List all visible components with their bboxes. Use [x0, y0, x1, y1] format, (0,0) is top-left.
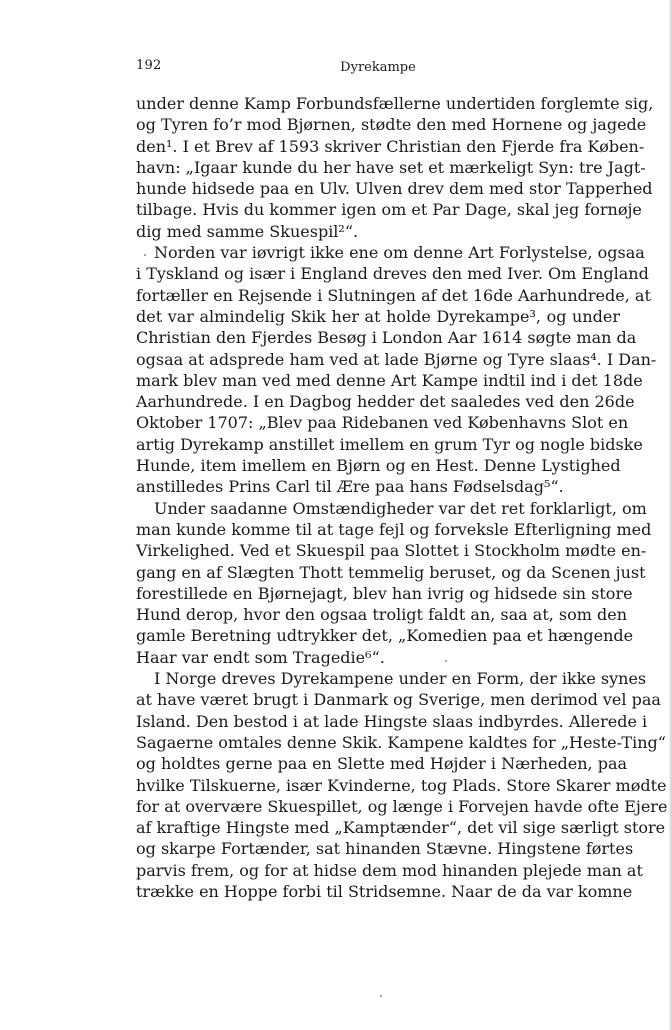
text-line: anstilledes Prins Carl til Ære paa hans Fødselsdag⁵“.	[136, 477, 564, 497]
text-line: Haar var endt som Tragedie⁶“.	[136, 647, 385, 667]
text-line: og holdtes gerne paa en Slette med Højder i Nærheden, paa	[136, 754, 628, 774]
text-line: under denne Kamp Forbundsfællerne undertiden forglemte sig,	[136, 94, 654, 113]
page-number: 192	[136, 58, 162, 73]
text-line: tilbage. Hvis du kommer igen om et Par Dage, skal jeg fornøje	[136, 200, 642, 220]
scan-speck	[144, 254, 146, 256]
text-line: Virkelighed. Ved et Skuespil paa Slottet i Stockholm mødte en-	[136, 541, 647, 561]
page-header	[136, 58, 620, 82]
text-line: mark blev man ved med denne Art Kampe indtil ind i det 18de	[136, 370, 643, 390]
text-line: Island. Den bestod i at lade Hingste slaas indbyrdes. Allerede i	[136, 711, 648, 731]
text-line: ogsaa at adsprede ham ved at lade Bjørne og Tyre slaas⁴. I Dan-	[136, 349, 657, 369]
text-line: af kraftige Hingste med „Kamptænder“, det vil sige særligt store	[136, 818, 666, 838]
scan-speck	[445, 660, 447, 662]
scan-speck	[380, 995, 382, 997]
text-line: Hunde, item imellem en Bjørn og en Hest. Denne Lystighed	[136, 456, 621, 476]
text-line: Hund derop, hvor den ogsaa troligt faldt an, saa at, som den	[136, 605, 628, 625]
text-line: fortæller en Rejsende i Slutningen af det 16de Aarhundrede, at	[136, 285, 651, 305]
text-line: Aarhundrede. I en Dagbog hedder det saaledes ved den 26de	[136, 392, 635, 412]
text-line: for at overvære Skuespillet, og længe i Forvejen havde ofte Ejere	[136, 796, 668, 816]
text-line: parvis frem, og for at hidse dem mod hinanden plejede man at	[136, 860, 643, 880]
text-line: Christian den Fjerdes Besøg i London Aar 1614 søgte man da	[136, 328, 637, 348]
text-line: havn: „Igaar kunde du her have set et mærkeligt Syn: tre Jagt-	[136, 157, 646, 177]
text-line: og skarpe Fortænder, sat hinanden Stævne. Hingstene førtes	[136, 839, 634, 859]
text-line: trække en Hoppe forbi til Stridsemne. Naar de da var komne	[136, 881, 633, 901]
text-line: dig med samme Skuespil²“.	[136, 221, 359, 241]
running-title: Dyrekampe	[340, 60, 416, 75]
text-line: den¹. I et Brev af 1593 skriver Christian den Fjerde fra Køben-	[136, 136, 645, 156]
text-line: og Tyren fo’r mod Bjørnen, stødte den med Hornene og jagede	[136, 115, 647, 135]
text-line: Oktober 1707: „Blev paa Ridebanen ved Københavns Slot en	[136, 413, 629, 433]
text-line: gamle Beretning udtrykker det, „Komedien paa et hængende	[136, 626, 634, 646]
text-line: hvilke Tilskuerne, især Kvinderne, tog Plads. Store Skarer mødte	[136, 775, 667, 795]
text-line: gang en af Slægten Thott temmelig beruset, og da Scenen just	[136, 562, 646, 582]
text-line: Under saadanne Omstændigheder var det ret forklarligt, om	[154, 498, 647, 518]
text-line: man kunde komme til at tage fejl og forveksle Efterligning med	[136, 519, 652, 539]
text-line: at have været brugt i Danmark og Sverige, men derimod vel paa	[136, 690, 661, 710]
text-line: hunde hidsede paa en Ulv. Ulven drev dem med stor Tapperhed	[136, 179, 653, 199]
text-line: Norden var iøvrigt ikke ene om denne Art Forlystelse, ogsaa	[154, 243, 645, 263]
body-text	[136, 93, 668, 902]
text-line: artig Dyrekamp anstillet imellem en grum Tyr og nogle bidske	[136, 434, 643, 454]
text-line: det var almindelig Skik her at holde Dyrekampe³, og under	[136, 306, 620, 326]
text-line: Sagaerne omtales denne Skik. Kampene kaldtes for „Heste-Ting“	[136, 732, 666, 752]
text-line: I Norge dreves Dyrekampene under en Form, der ikke synes	[154, 669, 647, 689]
text-line: i Tyskland og især i England dreves den med Iver. Om England	[136, 264, 649, 284]
text-line: forestillede en Bjørnejagt, blev han ivrig og hidsede sin store	[136, 583, 633, 603]
